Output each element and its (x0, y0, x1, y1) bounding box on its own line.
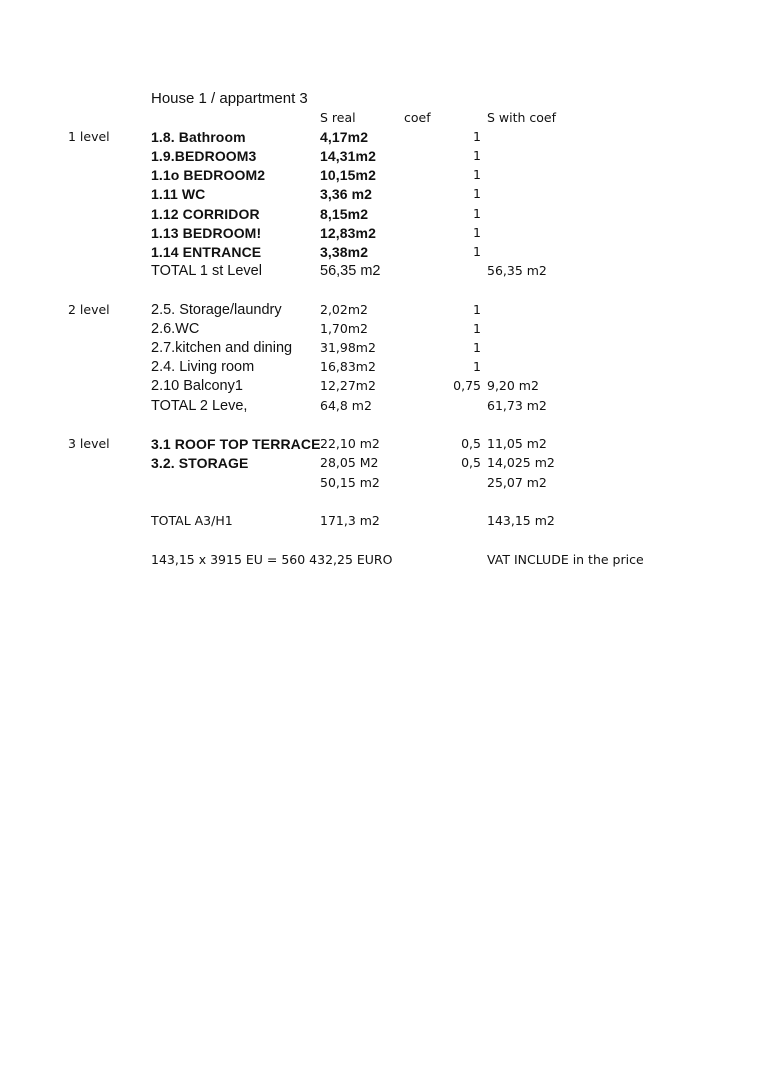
room-coef: 0,5 (461, 455, 481, 470)
room-name: 3.1 ROOF TOP TERRACE (151, 436, 321, 452)
room-name: 2.4. Living room (151, 359, 255, 375)
grand-total-s-with-coef: 143,15 m2 (487, 513, 555, 528)
room-name: 1.9.BEDROOM3 (151, 148, 257, 164)
room-name: 1.13 BEDROOM! (151, 225, 262, 241)
room-s-real: 1,70m2 (320, 321, 368, 336)
room-s-real: 16,83m2 (320, 359, 376, 374)
room-name: 3.2. STORAGE (151, 455, 249, 471)
room-coef: 1 (473, 244, 481, 259)
room-name: 1.12 CORRIDOR (151, 206, 260, 222)
grand-total-s-real: 171,3 m2 (320, 513, 380, 528)
level-2-total-s-real: 64,8 m2 (320, 398, 372, 413)
room-name: 2.10 Balcony1 (151, 378, 243, 394)
room-s-with-coef: 14,025 m2 (487, 455, 555, 470)
price-calculation: 143,15 x 3915 EU = 560 432,25 EURO (151, 552, 393, 567)
room-name: 1.1o BEDROOM2 (151, 167, 266, 183)
room-coef: 1 (473, 129, 481, 144)
room-name: 1.8. Bathroom (151, 129, 246, 145)
room-s-real: 12,27m2 (320, 378, 376, 393)
level-3-total-s-with-coef: 25,07 m2 (487, 475, 547, 490)
room-coef: 1 (473, 225, 481, 240)
level-1-total-s-with-coef: 56,35 m2 (487, 263, 547, 278)
room-s-with-coef: 9,20 m2 (487, 378, 539, 393)
room-s-real: 8,15m2 (320, 206, 369, 222)
room-coef: 0,75 (453, 378, 481, 393)
room-coef: 0,5 (461, 436, 481, 451)
level-2-total-label: TOTAL 2 Leve, (151, 398, 248, 414)
room-s-with-coef: 11,05 m2 (487, 436, 547, 451)
room-s-real: 4,17m2 (320, 129, 369, 145)
room-name: 2.5. Storage/laundry (151, 302, 282, 318)
level-2-total-s-with-coef: 61,73 m2 (487, 398, 547, 413)
header-s-real: S real (320, 110, 356, 125)
level-2-label: 2 level (68, 302, 110, 317)
room-s-real: 2,02m2 (320, 302, 368, 317)
room-name: 1.14 ENTRANCE (151, 244, 262, 260)
room-s-real: 10,15m2 (320, 167, 376, 183)
level-1-total-label: TOTAL 1 st Level (151, 263, 262, 279)
level-3-total-s-real: 50,15 m2 (320, 475, 380, 490)
room-s-real: 3,36 m2 (320, 186, 373, 202)
level-1-label: 1 level (68, 129, 110, 144)
room-coef: 1 (473, 148, 481, 163)
document-title: House 1 / appartment 3 (151, 90, 308, 107)
room-coef: 1 (473, 186, 481, 201)
room-coef: 1 (473, 302, 481, 317)
level-1-total-s-real: 56,35 m2 (320, 263, 381, 279)
room-coef: 1 (473, 206, 481, 221)
header-s-with-coef: S with coef (487, 110, 557, 125)
room-s-real: 12,83m2 (320, 225, 376, 241)
level-3-label: 3 level (68, 436, 110, 451)
header-coef: coef (404, 110, 431, 125)
room-coef: 1 (473, 167, 481, 182)
room-coef: 1 (473, 340, 481, 355)
room-name: 2.7.kitchen and dining (151, 340, 293, 356)
room-s-real: 22,10 m2 (320, 436, 380, 451)
room-s-real: 14,31m2 (320, 148, 376, 164)
grand-total-label: TOTAL A3/H1 (151, 513, 233, 528)
room-coef: 1 (473, 359, 481, 374)
room-s-real: 3,38m2 (320, 244, 369, 260)
room-name: 1.11 WC (151, 186, 206, 202)
room-coef: 1 (473, 321, 481, 336)
room-name: 2.6.WC (151, 321, 200, 337)
room-s-real: 28,05 M2 (320, 455, 379, 470)
room-s-real: 31,98m2 (320, 340, 376, 355)
vat-note: VAT INCLUDE in the price (487, 552, 644, 567)
